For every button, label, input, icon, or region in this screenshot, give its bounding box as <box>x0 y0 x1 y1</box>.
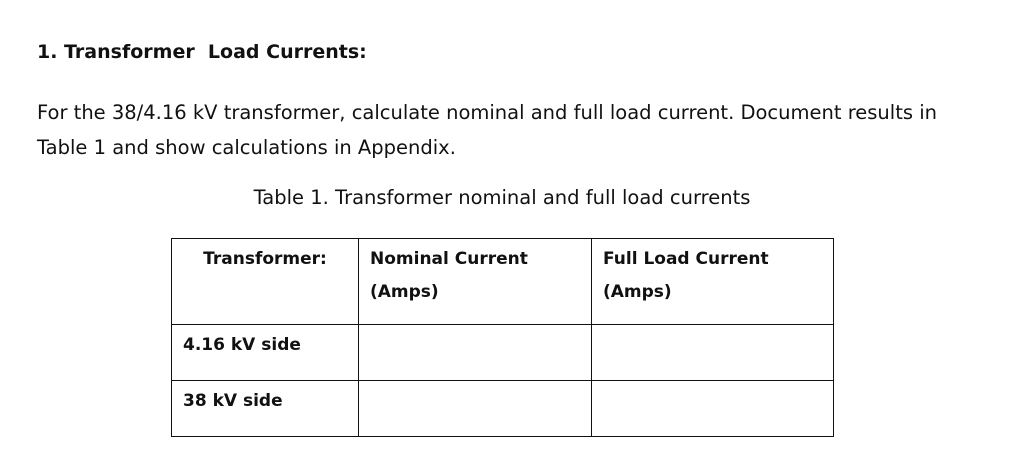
paragraph-line-2: Table 1 and show calculations in Appendix. <box>37 136 456 159</box>
header-cell-nominal-current <box>359 239 592 325</box>
table-row <box>172 381 834 437</box>
full-load-current-cell-38kv[interactable] <box>592 381 834 437</box>
table-header-row <box>172 239 834 325</box>
row-label-cell <box>172 381 359 437</box>
header-full-load-current-unit: (Amps) <box>603 282 672 302</box>
full-load-current-cell-4-16kv[interactable] <box>592 325 834 381</box>
table-caption: Table 1. Transformer nominal and full load currents <box>253 186 751 209</box>
row-label-38kv: 38 kV side <box>183 391 283 411</box>
header-cell-transformer <box>172 239 359 325</box>
header-full-load-current-label: Full Load Current <box>603 249 769 269</box>
header-nominal-current-label: Nominal Current <box>370 249 528 269</box>
header-cell-full-load-current <box>592 239 834 325</box>
instructions-paragraph <box>37 95 997 165</box>
paragraph-line-1: For the 38/4.16 kV transformer, calculate nominal and full load current. Document results in <box>37 101 937 124</box>
header-transformer-label: Transformer: <box>203 249 327 269</box>
section-heading: 1. Transformer Load Currents: <box>37 41 367 63</box>
row-label-4-16kv: 4.16 kV side <box>183 335 301 355</box>
row-label-cell <box>172 325 359 381</box>
nominal-current-cell-4-16kv[interactable] <box>359 325 592 381</box>
transformer-currents-table <box>171 238 834 437</box>
header-nominal-current-unit: (Amps) <box>370 282 439 302</box>
nominal-current-cell-38kv[interactable] <box>359 381 592 437</box>
table-row <box>172 325 834 381</box>
